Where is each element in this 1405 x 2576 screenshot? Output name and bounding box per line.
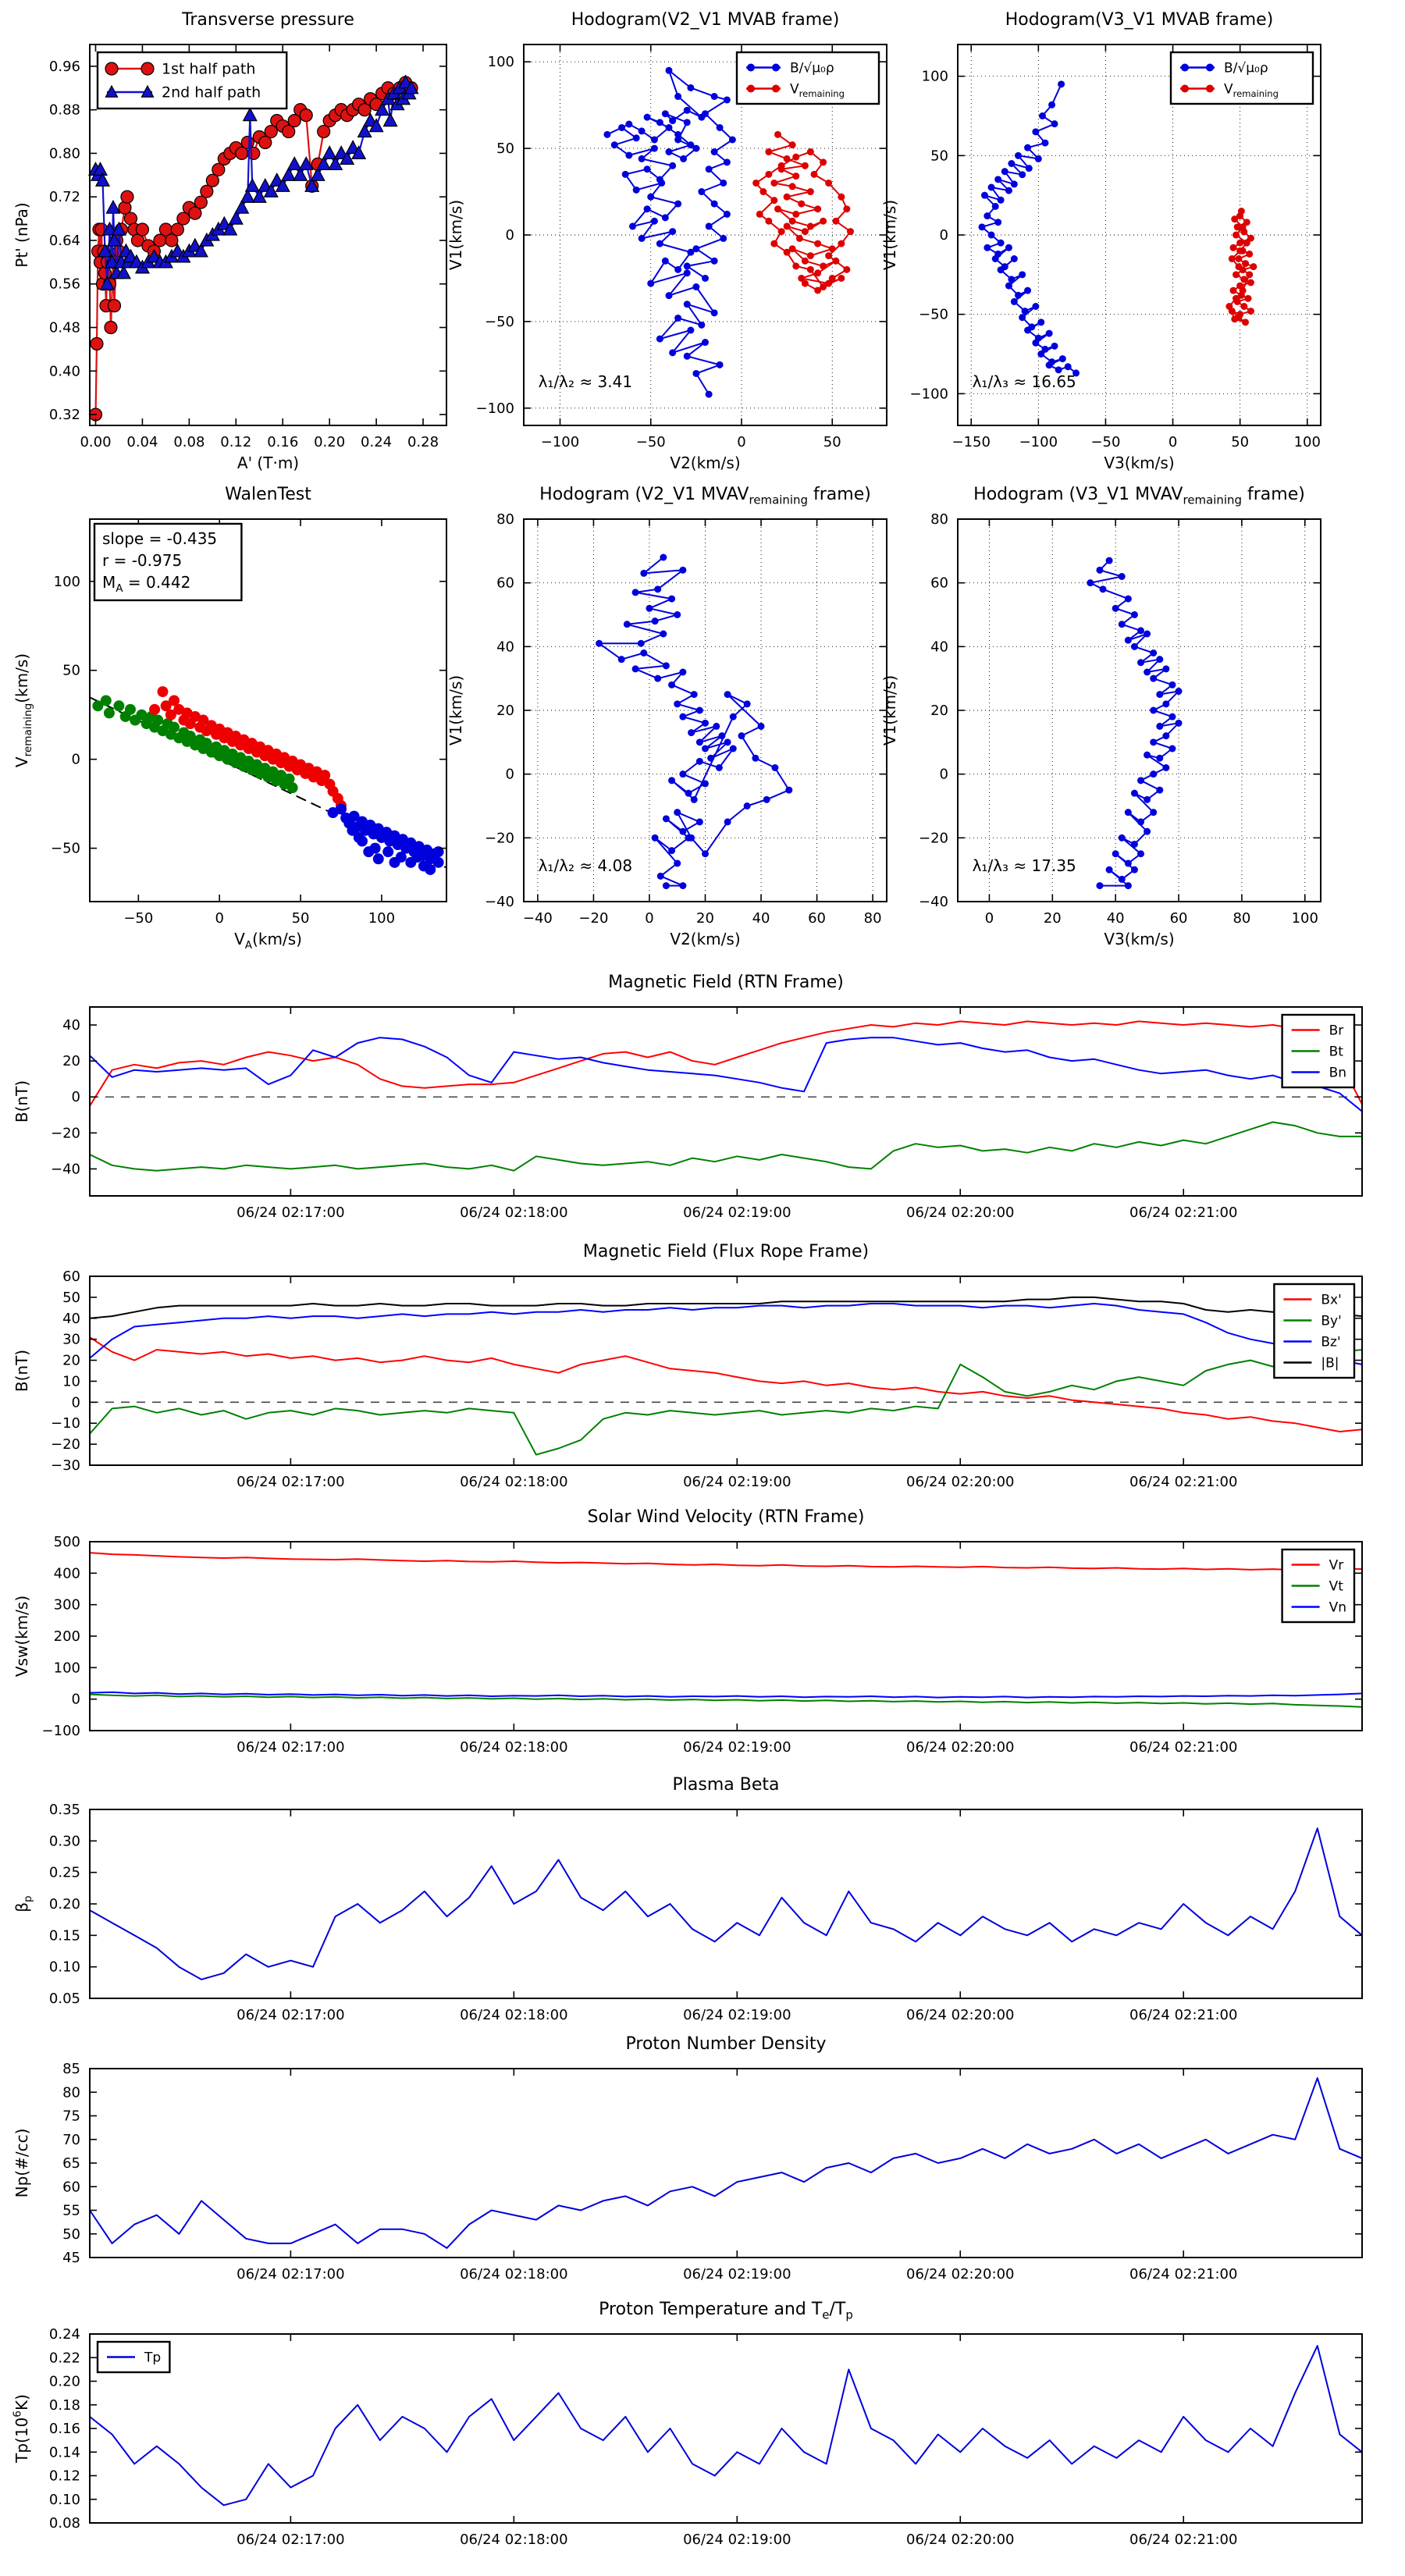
svg-text:06/24 02:18:00: 06/24 02:18:00 [460, 1204, 568, 1221]
svg-text:|B|: |B| [1321, 1355, 1339, 1372]
svg-text:80: 80 [1232, 910, 1251, 927]
svg-text:0.12: 0.12 [220, 434, 252, 450]
svg-text:0: 0 [1168, 434, 1178, 450]
svg-text:20: 20 [930, 703, 948, 719]
svg-text:0.22: 0.22 [48, 2350, 80, 2367]
svg-text:06/24 02:21:00: 06/24 02:21:00 [1129, 2532, 1238, 2548]
proton-temperature-title: Proton Temperature and $T_e/T_p$ [599, 2300, 853, 2322]
svg-text:55: 55 [62, 2202, 80, 2219]
svg-text:0.12: 0.12 [48, 2467, 80, 2485]
svg-text:80: 80 [930, 511, 948, 528]
svg-text:80: 80 [496, 511, 514, 528]
svg-text:06/24 02:17:00: 06/24 02:17:00 [237, 1739, 345, 1756]
svg-text:06/24 02:20:00: 06/24 02:20:00 [906, 2007, 1015, 2023]
svg-text:06/24 02:17:00: 06/24 02:17:00 [237, 1474, 345, 1490]
svg-text:0.30: 0.30 [48, 1833, 80, 1850]
svg-text:20: 20 [1043, 910, 1062, 927]
svg-text:−100: −100 [1019, 434, 1058, 450]
svg-text:−100: −100 [41, 1723, 80, 1739]
svg-text:0.28: 0.28 [407, 434, 439, 450]
svg-text:60: 60 [62, 2179, 80, 2196]
svg-text:0.00: 0.00 [80, 434, 112, 450]
magnetic-field-flux-rope-title: Magnetic Field (Flux Rope Frame) [582, 1242, 870, 1261]
magnetic-field-rtn-title: Magnetic Field (RTN Frame) [608, 973, 844, 992]
transverse-pressure-title: Transverse pressure [182, 10, 354, 30]
svg-text:0: 0 [71, 751, 80, 768]
magnetic-field-rtn-chart [12, 1007, 1362, 1221]
svg-text:06/24 02:21:00: 06/24 02:21:00 [1129, 1739, 1238, 1756]
walen-test-title: WalenTest [225, 485, 311, 504]
svg-text:Vremaining: $V_{remaining}$ [1224, 81, 1279, 99]
svg-text:Vn: Vn [1329, 1599, 1347, 1616]
svg-text:0.88: 0.88 [48, 101, 80, 119]
svg-text:06/24 02:21:00: 06/24 02:21:00 [1129, 1474, 1238, 1490]
svg-text:06/24 02:21:00: 06/24 02:21:00 [1129, 1204, 1238, 1221]
svg-text:80: 80 [62, 2084, 80, 2101]
svg-text:−50: −50 [51, 840, 80, 857]
svg-text:Bt: Bt [1329, 1044, 1343, 1060]
svg-text:65: 65 [62, 2155, 80, 2172]
svg-text:Vsw(km/s): Vsw(km/s) [12, 1595, 31, 1678]
svg-text:0: 0 [939, 227, 948, 244]
svg-text:0: 0 [215, 910, 224, 927]
svg-text:slope = -0.435: slope = -0.435 [102, 529, 218, 548]
svg-text:40: 40 [752, 910, 770, 927]
svg-text:60: 60 [930, 575, 948, 592]
svg-text:−100: −100 [540, 434, 580, 450]
hodogram-v3v1-mvav-xlabel: V3(km/s) [1104, 930, 1175, 948]
hodogram-v3v1-mvab-xlabel: V3(km/s) [1104, 454, 1175, 472]
svg-text:06/24 02:20:00: 06/24 02:20:00 [906, 1204, 1015, 1221]
svg-text:0.20: 0.20 [314, 434, 346, 450]
svg-text:V1(km/s): V1(km/s) [446, 674, 465, 746]
svg-text:λ₁/λ₂ ≈ 3.41: λ₁/λ₂ ≈ 3.41 [538, 372, 633, 392]
svg-text:60: 60 [496, 575, 514, 592]
svg-text:06/24 02:21:00: 06/24 02:21:00 [1129, 2007, 1238, 2023]
svg-text:300: 300 [53, 1596, 80, 1614]
hodogram-v3v1-mvav-chart [880, 511, 1321, 927]
svg-text:0.10: 0.10 [48, 1959, 80, 1976]
svg-text:0.16: 0.16 [48, 2421, 80, 2437]
svg-text:60: 60 [62, 1268, 80, 1285]
svg-text:−50: −50 [485, 313, 514, 330]
svg-text:06/24 02:20:00: 06/24 02:20:00 [906, 2266, 1015, 2282]
svg-text:0.40: 0.40 [48, 363, 80, 380]
svg-text:0: 0 [505, 227, 514, 244]
transverse-pressure-chart [12, 44, 446, 450]
svg-text:100: 100 [53, 1660, 80, 1677]
svg-text:B/√μ₀ρ: B/√μ₀ρ [1224, 60, 1268, 76]
svg-text:−20: −20 [578, 910, 609, 927]
svg-text:40: 40 [496, 639, 514, 656]
svg-text:Pt' (nPa): Pt' (nPa) [12, 202, 31, 268]
svg-text:0.35: 0.35 [48, 1802, 80, 1818]
svg-text:Np(#/cc): Np(#/cc) [12, 2128, 31, 2198]
svg-text:−50: −50 [919, 306, 948, 323]
hodogram-v3v1-mvab-title: Hodogram(V3_V1 MVAB frame) [1005, 10, 1274, 30]
svg-text:V1(km/s): V1(km/s) [880, 674, 899, 746]
svg-text:−50: −50 [123, 910, 154, 927]
svg-text:100: 100 [53, 573, 80, 590]
svg-text:50: 50 [62, 1289, 80, 1306]
svg-text:60: 60 [808, 910, 827, 927]
svg-text:Vt: Vt [1329, 1578, 1343, 1595]
svg-text:0.80: 0.80 [48, 145, 80, 162]
svg-text:06/24 02:19:00: 06/24 02:19:00 [683, 1204, 791, 1221]
svg-text:80: 80 [863, 910, 882, 927]
svg-text:75: 75 [62, 2108, 80, 2125]
svg-text:06/24 02:19:00: 06/24 02:19:00 [683, 2266, 791, 2282]
svg-text:06/24 02:20:00: 06/24 02:20:00 [906, 2532, 1015, 2548]
svg-text:0.08: 0.08 [173, 434, 205, 450]
svg-text:40: 40 [930, 639, 948, 656]
svg-text:−50: −50 [635, 434, 666, 450]
svg-text:500: 500 [53, 1534, 80, 1550]
svg-text:0.48: 0.48 [48, 319, 80, 336]
svg-text:50: 50 [62, 662, 80, 679]
svg-text:70: 70 [62, 2131, 80, 2148]
svg-text:βp: $\beta_p$ [12, 1895, 35, 1912]
svg-text:20: 20 [496, 703, 514, 719]
svg-text:0: 0 [71, 1089, 80, 1106]
svg-text:0.15: 0.15 [48, 1927, 80, 1944]
svg-text:V1(km/s): V1(km/s) [446, 199, 465, 271]
svg-text:50: 50 [496, 141, 514, 158]
svg-text:MA = 0.442: $M_A = 0.442$ [102, 573, 191, 596]
svg-text:100: 100 [487, 54, 514, 71]
svg-text:0: 0 [984, 910, 994, 927]
svg-text:−10: −10 [51, 1415, 80, 1432]
svg-text:0.14: 0.14 [48, 2444, 80, 2461]
svg-text:λ₁/λ₂ ≈ 4.08: λ₁/λ₂ ≈ 4.08 [538, 856, 633, 875]
svg-text:100: 100 [368, 910, 396, 927]
svg-text:06/24 02:17:00: 06/24 02:17:00 [237, 2266, 345, 2282]
svg-text:Vremaining(km/s): $V_{remaining}(km/s)$ [12, 653, 35, 768]
svg-text:06/24 02:17:00: 06/24 02:17:00 [237, 1204, 345, 1221]
svg-text:Bn: Bn [1329, 1065, 1347, 1081]
svg-text:20: 20 [62, 1053, 80, 1070]
transverse-pressure-xlabel: A' (T·m) [237, 454, 300, 472]
svg-text:0.25: 0.25 [48, 1864, 80, 1881]
svg-text:λ₁/λ₃ ≈ 16.65: λ₁/λ₃ ≈ 16.65 [972, 372, 1076, 392]
svg-text:−40: −40 [485, 894, 514, 910]
svg-text:100: 100 [1293, 434, 1321, 450]
svg-text:0.72: 0.72 [48, 189, 80, 206]
svg-text:20: 20 [696, 910, 714, 927]
svg-text:30: 30 [62, 1331, 80, 1348]
svg-text:0.96: 0.96 [48, 58, 80, 75]
hodogram-v3v1-mvab-chart [880, 44, 1321, 450]
svg-text:−40: −40 [522, 910, 553, 927]
svg-text:10: 10 [62, 1373, 80, 1390]
hodogram-v2v1-mvab-title: Hodogram(V2_V1 MVAB frame) [571, 10, 840, 30]
svg-text:0: 0 [645, 910, 654, 927]
proton-number-density-chart [12, 2061, 1362, 2282]
svg-text:1st half path: 1st half path [162, 60, 256, 78]
svg-text:B(nT): B(nT) [12, 1080, 31, 1123]
svg-text:0: 0 [505, 766, 514, 783]
proton-temperature-chart [11, 2326, 1362, 2548]
svg-text:−40: −40 [51, 1161, 80, 1178]
svg-text:0.24: 0.24 [361, 434, 393, 450]
svg-text:06/24 02:20:00: 06/24 02:20:00 [906, 1739, 1015, 1756]
svg-text:Tp: Tp [144, 2350, 162, 2366]
svg-text:0: 0 [939, 766, 948, 783]
hodogram-v3v1-mvav-title: Hodogram (V3_V1 $MVAV_{remaining}$ frame) [973, 485, 1305, 507]
svg-text:50: 50 [930, 148, 948, 165]
svg-text:06/24 02:19:00: 06/24 02:19:00 [683, 2007, 791, 2023]
svg-text:100: 100 [921, 68, 948, 85]
svg-text:−20: −20 [51, 1436, 80, 1453]
magnetic-field-flux-rope-chart [12, 1268, 1362, 1490]
svg-text:Br: Br [1329, 1023, 1344, 1039]
svg-text:Vr: Vr [1329, 1557, 1344, 1574]
svg-text:50: 50 [291, 910, 310, 927]
svg-text:0.18: 0.18 [48, 2396, 80, 2414]
svg-text:0.10: 0.10 [48, 2491, 80, 2508]
svg-text:100: 100 [1291, 910, 1318, 927]
svg-text:200: 200 [53, 1628, 80, 1645]
svg-text:λ₁/λ₃ ≈ 17.35: λ₁/λ₃ ≈ 17.35 [972, 856, 1076, 875]
hodogram-v2v1-mvab-chart [446, 44, 887, 450]
svg-text:50: 50 [62, 2226, 80, 2243]
svg-text:20: 20 [62, 1352, 80, 1369]
svg-text:−20: −20 [51, 1125, 80, 1142]
svg-text:Vremaining: $V_{remaining}$ [790, 81, 845, 99]
svg-text:06/24 02:20:00: 06/24 02:20:00 [906, 1474, 1015, 1490]
svg-text:400: 400 [53, 1565, 80, 1582]
svg-text:85: 85 [62, 2061, 80, 2077]
svg-text:06/24 02:18:00: 06/24 02:18:00 [460, 2266, 568, 2282]
svg-text:06/24 02:17:00: 06/24 02:17:00 [237, 2532, 345, 2548]
svg-text:0.20: 0.20 [48, 1896, 80, 1912]
svg-text:06/24 02:19:00: 06/24 02:19:00 [683, 2532, 791, 2548]
svg-text:−150: −150 [951, 434, 991, 450]
svg-text:45: 45 [62, 2250, 80, 2266]
svg-text:−30: −30 [51, 1457, 80, 1474]
svg-text:06/24 02:18:00: 06/24 02:18:00 [460, 1474, 568, 1490]
svg-text:−100: −100 [475, 400, 514, 417]
svg-text:50: 50 [823, 434, 841, 450]
svg-text:06/24 02:18:00: 06/24 02:18:00 [460, 1739, 568, 1756]
walen-test-xlabel: $V_A(km/s)$ [234, 930, 302, 952]
solar-wind-velocity-chart [12, 1534, 1362, 1756]
svg-text:0: 0 [737, 434, 746, 450]
svg-text:06/24 02:18:00: 06/24 02:18:00 [460, 2532, 568, 2548]
svg-text:0.05: 0.05 [48, 1991, 80, 2007]
svg-text:0: 0 [71, 1394, 80, 1411]
hodogram-v2v1-mvav-chart [446, 511, 887, 927]
svg-text:Tp(106K): $Tp(10^6K)$ [11, 2394, 31, 2463]
svg-text:40: 40 [62, 1310, 80, 1327]
svg-text:0.20: 0.20 [48, 2373, 80, 2390]
svg-text:−50: −50 [1090, 434, 1121, 450]
svg-text:50: 50 [1231, 434, 1250, 450]
walen-test-chart [12, 519, 446, 927]
svg-text:40: 40 [1106, 910, 1125, 927]
svg-text:−100: −100 [909, 386, 948, 403]
svg-text:0.04: 0.04 [126, 434, 158, 450]
plasma-beta-title: Plasma Beta [672, 1775, 780, 1795]
svg-text:−20: −20 [919, 830, 948, 847]
hodogram-v2v1-mvav-xlabel: V2(km/s) [670, 930, 741, 948]
svg-text:60: 60 [1169, 910, 1188, 927]
svg-text:2nd half path: 2nd half path [162, 84, 261, 101]
svg-text:B/√μ₀ρ: B/√μ₀ρ [790, 60, 834, 76]
svg-text:0.56: 0.56 [48, 276, 80, 293]
svg-text:−40: −40 [919, 894, 948, 910]
svg-text:−20: −20 [485, 830, 514, 847]
svg-text:0.32: 0.32 [48, 407, 80, 424]
svg-text:0.64: 0.64 [48, 232, 80, 249]
svg-text:By': By' [1321, 1313, 1342, 1329]
svg-text:V1(km/s): V1(km/s) [880, 199, 899, 271]
svg-text:0.08: 0.08 [48, 2515, 80, 2532]
svg-text:Bz': Bz' [1321, 1334, 1341, 1350]
svg-text:r = -0.975: r = -0.975 [102, 551, 183, 570]
svg-text:0: 0 [71, 1691, 80, 1708]
plasma-beta-chart [12, 1802, 1362, 2023]
svg-text:06/24 02:19:00: 06/24 02:19:00 [683, 1739, 791, 1756]
svg-text:Bx': Bx' [1321, 1292, 1342, 1308]
solar-wind-velocity-title: Solar Wind Velocity (RTN Frame) [587, 1507, 865, 1527]
hodogram-v2v1-mvab-xlabel: V2(km/s) [670, 454, 741, 472]
proton-number-density-title: Proton Number Density [625, 2034, 827, 2054]
svg-text:06/24 02:18:00: 06/24 02:18:00 [460, 2007, 568, 2023]
svg-text:0.16: 0.16 [267, 434, 299, 450]
svg-text:40: 40 [62, 1017, 80, 1034]
svg-text:0.24: 0.24 [48, 2326, 80, 2343]
svg-text:06/24 02:17:00: 06/24 02:17:00 [237, 2007, 345, 2023]
svg-text:06/24 02:21:00: 06/24 02:21:00 [1129, 2266, 1238, 2282]
svg-text:B(nT): B(nT) [12, 1349, 31, 1393]
svg-text:06/24 02:19:00: 06/24 02:19:00 [683, 1474, 791, 1490]
hodogram-v2v1-mvav-title: Hodogram (V2_V1 $MVAV_{remaining}$ frame) [539, 485, 871, 507]
